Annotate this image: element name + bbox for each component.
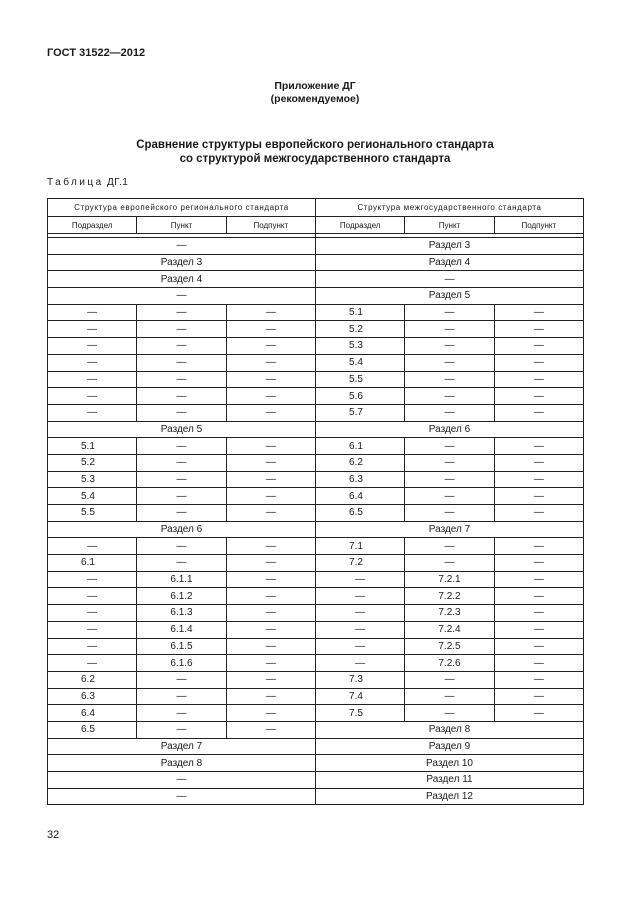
european-section-cell: Раздел 6 bbox=[48, 521, 316, 538]
table-row bbox=[48, 271, 584, 288]
table-cell: — bbox=[137, 371, 226, 388]
table-cell: — bbox=[405, 404, 494, 421]
table-cell: 7.3 bbox=[316, 671, 405, 688]
table-row bbox=[48, 254, 584, 271]
appendix-subtitle: (рекомендуемое) bbox=[270, 93, 360, 105]
table-cell: 6.1.2 bbox=[137, 588, 226, 605]
table-cell: — bbox=[226, 388, 315, 405]
table-cell: — bbox=[494, 638, 583, 655]
table-cell: — bbox=[405, 371, 494, 388]
table-cell: 6.2 bbox=[48, 671, 137, 688]
column-header-row bbox=[48, 217, 584, 234]
table-cell: — bbox=[226, 688, 315, 705]
table-cell: — bbox=[405, 705, 494, 722]
interstate-section-cell: Раздел 8 bbox=[316, 721, 584, 738]
table-cell: — bbox=[405, 438, 494, 455]
table-cell: 5.5 bbox=[316, 371, 405, 388]
col-header: Подпункт bbox=[494, 217, 583, 234]
table-row bbox=[48, 721, 584, 738]
table-cell: — bbox=[48, 388, 137, 405]
table-cell: 6.3 bbox=[316, 471, 405, 488]
table-cell: — bbox=[226, 404, 315, 421]
european-section-cell: — bbox=[48, 238, 316, 255]
table-row bbox=[48, 471, 584, 488]
table-cell: 7.2.4 bbox=[405, 621, 494, 638]
page-number: 32 bbox=[47, 829, 60, 841]
table-cell: 6.5 bbox=[48, 721, 137, 738]
comparison-title-line1: Сравнение структуры европейского регионального стандарта bbox=[136, 139, 494, 151]
table-cell: — bbox=[494, 705, 583, 722]
interstate-section-cell: Раздел 11 bbox=[316, 772, 584, 789]
table-cell: — bbox=[226, 721, 315, 738]
table-cell: 6.4 bbox=[48, 705, 137, 722]
table-row bbox=[48, 738, 584, 755]
table-cell: — bbox=[226, 638, 315, 655]
table-row bbox=[48, 304, 584, 321]
table-cell: 5.6 bbox=[316, 388, 405, 405]
table-cell: — bbox=[494, 671, 583, 688]
table-cell: — bbox=[226, 671, 315, 688]
table-cell: — bbox=[405, 388, 494, 405]
table-row bbox=[48, 788, 584, 805]
table-row bbox=[48, 421, 584, 438]
table-cell: — bbox=[405, 321, 494, 338]
table-cell: — bbox=[137, 538, 226, 555]
table-cell: — bbox=[48, 304, 137, 321]
table-cell: 6.5 bbox=[316, 505, 405, 522]
interstate-section-cell: Раздел 9 bbox=[316, 738, 584, 755]
table-cell: 5.4 bbox=[316, 354, 405, 371]
table-cell: — bbox=[405, 488, 494, 505]
table-cell: — bbox=[494, 605, 583, 622]
european-section-cell: Раздел 3 bbox=[48, 254, 316, 271]
table-cell: 6.1.6 bbox=[137, 655, 226, 672]
table-cell: — bbox=[137, 471, 226, 488]
table-cell: — bbox=[494, 354, 583, 371]
table-cell: — bbox=[316, 571, 405, 588]
table-cell: 7.2.3 bbox=[405, 605, 494, 622]
table-cell: — bbox=[494, 538, 583, 555]
table-cell: — bbox=[405, 505, 494, 522]
table-cell: — bbox=[405, 538, 494, 555]
table-cell: — bbox=[48, 338, 137, 355]
table-cell: — bbox=[405, 338, 494, 355]
table-row bbox=[48, 621, 584, 638]
table-cell: — bbox=[405, 454, 494, 471]
table-cell: — bbox=[48, 354, 137, 371]
european-section-cell: Раздел 4 bbox=[48, 271, 316, 288]
table-cell: — bbox=[48, 571, 137, 588]
table-row bbox=[48, 688, 584, 705]
table-cell: — bbox=[48, 404, 137, 421]
group-header-row bbox=[48, 199, 584, 217]
table-cell: — bbox=[137, 671, 226, 688]
table-cell: — bbox=[48, 655, 137, 672]
table-cell: — bbox=[137, 304, 226, 321]
table-cell: — bbox=[137, 438, 226, 455]
table-cell: 6.2 bbox=[316, 454, 405, 471]
table-row bbox=[48, 338, 584, 355]
table-cell: — bbox=[494, 488, 583, 505]
table-cell: — bbox=[226, 555, 315, 572]
col-header: Пункт bbox=[137, 217, 226, 234]
table-cell: 6.4 bbox=[316, 488, 405, 505]
table-cell: — bbox=[494, 621, 583, 638]
table-cell: — bbox=[48, 588, 137, 605]
table-cell: — bbox=[494, 304, 583, 321]
table-cell: — bbox=[226, 705, 315, 722]
table-row bbox=[48, 571, 584, 588]
table-cell: — bbox=[494, 688, 583, 705]
comparison-table bbox=[47, 198, 584, 805]
table-cell: 7.4 bbox=[316, 688, 405, 705]
table-row bbox=[48, 404, 584, 421]
table-cell: — bbox=[494, 388, 583, 405]
table-row bbox=[48, 521, 584, 538]
table-cell: 6.1.5 bbox=[137, 638, 226, 655]
col-header: Подраздел bbox=[316, 217, 405, 234]
table-row bbox=[48, 638, 584, 655]
table-cell: — bbox=[316, 605, 405, 622]
table-cell: — bbox=[494, 505, 583, 522]
table-cell: — bbox=[226, 571, 315, 588]
appendix-title: Приложение ДГ bbox=[274, 80, 356, 92]
table-cell: — bbox=[226, 605, 315, 622]
table-cell: 7.2 bbox=[316, 555, 405, 572]
european-structure-header: Структура европейского регионального стандарта bbox=[48, 199, 316, 217]
table-cell: — bbox=[137, 688, 226, 705]
table-cell: 5.3 bbox=[316, 338, 405, 355]
table-cell: — bbox=[226, 538, 315, 555]
european-section-cell: — bbox=[48, 772, 316, 789]
table-cell: — bbox=[137, 555, 226, 572]
table-row bbox=[48, 505, 584, 522]
table-row bbox=[48, 555, 584, 572]
table-cell: — bbox=[137, 321, 226, 338]
table-cell: — bbox=[494, 571, 583, 588]
table-row bbox=[48, 755, 584, 772]
table-cell: 5.4 bbox=[48, 488, 137, 505]
table-cell: 7.2.1 bbox=[405, 571, 494, 588]
european-section-cell: — bbox=[48, 788, 316, 805]
table-cell: — bbox=[226, 505, 315, 522]
table-row bbox=[48, 454, 584, 471]
table-row bbox=[48, 354, 584, 371]
table-cell: 5.2 bbox=[316, 321, 405, 338]
table-row bbox=[48, 438, 584, 455]
comparison-title bbox=[0, 138, 630, 166]
table-cell: 6.3 bbox=[48, 688, 137, 705]
interstate-section-cell: Раздел 5 bbox=[316, 288, 584, 305]
table-cell: 7.2.6 bbox=[405, 655, 494, 672]
interstate-section-cell: — bbox=[316, 271, 584, 288]
table-cell: — bbox=[226, 438, 315, 455]
table-cell: 6.1.3 bbox=[137, 605, 226, 622]
table-cell: — bbox=[48, 605, 137, 622]
interstate-section-cell: Раздел 4 bbox=[316, 254, 584, 271]
table-row bbox=[48, 655, 584, 672]
table-cell: — bbox=[405, 688, 494, 705]
table-row bbox=[48, 288, 584, 305]
table-cell: 5.1 bbox=[316, 304, 405, 321]
table-label-id: ДГ.1 bbox=[107, 177, 129, 188]
table-row bbox=[48, 772, 584, 789]
table-cell: — bbox=[137, 488, 226, 505]
european-section-cell: Раздел 5 bbox=[48, 421, 316, 438]
table-cell: — bbox=[226, 304, 315, 321]
table-label bbox=[47, 177, 128, 188]
table-cell: 5.1 bbox=[48, 438, 137, 455]
table-cell: — bbox=[48, 621, 137, 638]
table-cell: — bbox=[137, 404, 226, 421]
table-cell: — bbox=[137, 505, 226, 522]
table-row bbox=[48, 605, 584, 622]
table-cell: — bbox=[137, 705, 226, 722]
table-cell: 7.2.2 bbox=[405, 588, 494, 605]
table-cell: — bbox=[137, 388, 226, 405]
appendix-heading bbox=[0, 80, 630, 106]
interstate-structure-header: Структура межгосударственного стандарта bbox=[316, 199, 584, 217]
table-cell: — bbox=[226, 588, 315, 605]
table-cell: — bbox=[226, 488, 315, 505]
table-cell: — bbox=[316, 655, 405, 672]
table-cell: — bbox=[48, 321, 137, 338]
table-cell: — bbox=[137, 354, 226, 371]
interstate-section-cell: Раздел 3 bbox=[316, 238, 584, 255]
table-cell: — bbox=[494, 655, 583, 672]
table-cell: 6.1.1 bbox=[137, 571, 226, 588]
table-row bbox=[48, 371, 584, 388]
table-cell: — bbox=[494, 471, 583, 488]
table-cell: — bbox=[494, 321, 583, 338]
table-cell: — bbox=[226, 621, 315, 638]
comparison-title-line2: со структурой межгосударственного стандарта bbox=[179, 153, 451, 165]
table-row bbox=[48, 705, 584, 722]
table-cell: — bbox=[48, 638, 137, 655]
table-cell: — bbox=[494, 404, 583, 421]
table-cell: — bbox=[316, 621, 405, 638]
table-cell: — bbox=[137, 721, 226, 738]
table-row bbox=[48, 488, 584, 505]
table-cell: — bbox=[405, 671, 494, 688]
table-cell: — bbox=[494, 338, 583, 355]
interstate-section-cell: Раздел 6 bbox=[316, 421, 584, 438]
table-cell: 7.2.5 bbox=[405, 638, 494, 655]
table-cell: — bbox=[226, 354, 315, 371]
table-label-prefix: Таблица bbox=[47, 177, 104, 188]
table-cell: — bbox=[226, 471, 315, 488]
table-cell: — bbox=[494, 588, 583, 605]
table-cell: — bbox=[226, 338, 315, 355]
table-cell: — bbox=[226, 371, 315, 388]
table-cell: — bbox=[226, 655, 315, 672]
table-cell: 6.1 bbox=[316, 438, 405, 455]
table-cell: 5.2 bbox=[48, 454, 137, 471]
interstate-section-cell: Раздел 7 bbox=[316, 521, 584, 538]
col-header: Подраздел bbox=[48, 217, 137, 234]
table-cell: — bbox=[316, 588, 405, 605]
table-row bbox=[48, 321, 584, 338]
table-cell: — bbox=[405, 555, 494, 572]
table-cell: — bbox=[405, 354, 494, 371]
european-section-cell: — bbox=[48, 288, 316, 305]
table-cell: — bbox=[48, 371, 137, 388]
table-cell: — bbox=[494, 454, 583, 471]
table-row bbox=[48, 671, 584, 688]
table-cell: — bbox=[226, 321, 315, 338]
table-cell: 5.5 bbox=[48, 505, 137, 522]
table-cell: 5.3 bbox=[48, 471, 137, 488]
table-row bbox=[48, 238, 584, 255]
european-section-cell: Раздел 7 bbox=[48, 738, 316, 755]
table-cell: 5.7 bbox=[316, 404, 405, 421]
table-cell: — bbox=[137, 454, 226, 471]
col-header: Пункт bbox=[405, 217, 494, 234]
table-cell: — bbox=[494, 371, 583, 388]
table-cell: — bbox=[405, 304, 494, 321]
table-cell: — bbox=[226, 454, 315, 471]
table-cell: 7.1 bbox=[316, 538, 405, 555]
table-cell: — bbox=[316, 638, 405, 655]
table-row bbox=[48, 588, 584, 605]
table-cell: 7.5 bbox=[316, 705, 405, 722]
european-section-cell: Раздел 8 bbox=[48, 755, 316, 772]
document-code: ГОСТ 31522—2012 bbox=[47, 47, 146, 59]
table-cell: — bbox=[494, 555, 583, 572]
col-header: Подпункт bbox=[226, 217, 315, 234]
table-cell: 6.1 bbox=[48, 555, 137, 572]
table-cell: — bbox=[48, 538, 137, 555]
interstate-section-cell: Раздел 12 bbox=[316, 788, 584, 805]
table-row bbox=[48, 388, 584, 405]
table-cell: — bbox=[405, 471, 494, 488]
table-row bbox=[48, 538, 584, 555]
table-cell: 6.1.4 bbox=[137, 621, 226, 638]
interstate-section-cell: Раздел 10 bbox=[316, 755, 584, 772]
table-cell: — bbox=[137, 338, 226, 355]
table-cell: — bbox=[494, 438, 583, 455]
